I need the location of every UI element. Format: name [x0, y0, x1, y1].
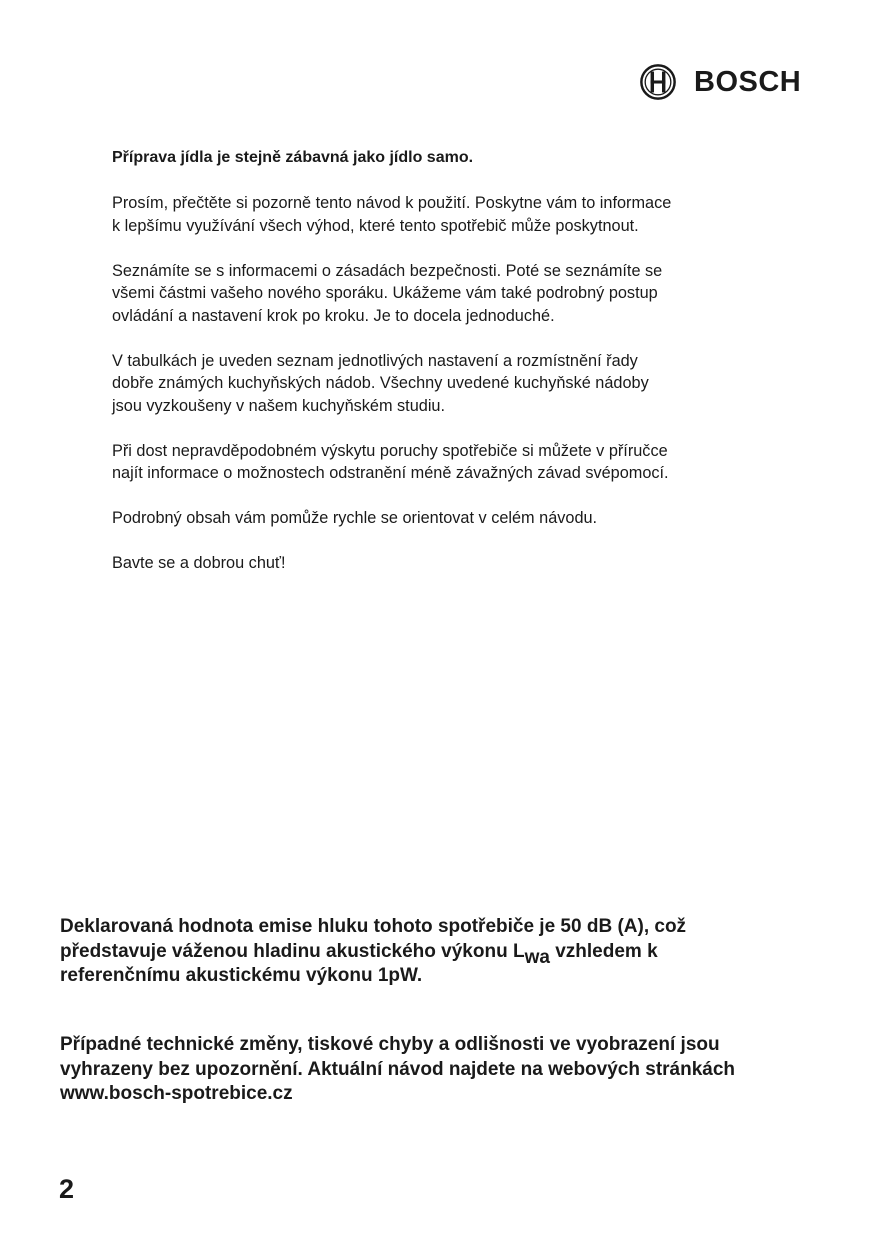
noise-line-2-end: vzhledem k	[549, 940, 658, 962]
intro-closing: Bavte se a dobrou chuť!	[112, 554, 286, 572]
intro-paragraph: Podrobný obsah vám pomůže rychle se orientovat v celém návodu.	[112, 509, 598, 527]
noise-line-3: referenčnímu akustickému výkonu 1pW.	[60, 965, 423, 986]
noise-declaration	[60, 915, 840, 989]
brand-logo	[639, 62, 801, 102]
changes-notice: Případné technické změny, tiskové chyby a odlišnosti ve vyobrazení jsou vyhrazeny bez upozornění. Aktuální návod najdete na webových stránkách www.bosch-spotrebice.cz	[60, 1034, 736, 1104]
intro-headline: Příprava jídla je stejně zábavná jako jídlo samo.	[112, 149, 474, 166]
noise-line-2: představuje váženou hladinu akustického výkonu L	[60, 940, 525, 962]
intro-paragraph: Prosím, přečtěte si pozorně tento návod k použití. Poskytne vám to informace k lepšímu využívání všech výhod, které tento spotřebič může poskytnout.	[112, 194, 672, 235]
brand-name: BOSCH	[694, 65, 802, 98]
lwa-subscript: wa	[524, 946, 550, 968]
intro-paragraph: Při dost nepravděpodobném výskytu poruchy spotřebiče si můžete v příručce najít informace o možnostech odstranění méně závažných závad svépomocí.	[112, 441, 669, 482]
intro-paragraph: Seznámíte se s informacemi o zásadách bezpečnosti. Poté se seznámíte se všemi částmi vašeho nového sporáku. Ukážeme vám také podrobný postup ovládání a nastavení krok po kroku. Je to docela jednoduché.	[112, 261, 663, 325]
intro-section	[112, 147, 792, 597]
page-number: 2	[59, 1174, 75, 1204]
bosch-armature-icon	[639, 63, 677, 101]
intro-paragraph: V tabulkách je uveden seznam jednotlivých nastavení a rozmístnění řady dobře známých kuchyňských nádob. Všechny uvedené kuchyňské nádoby jsou vyzkoušeny v našem kuchyňském studiu.	[112, 351, 649, 415]
noise-line-1: Deklarovaná hodnota emise hluku tohoto spotřebiče je 50 dB (A), což	[60, 916, 687, 937]
